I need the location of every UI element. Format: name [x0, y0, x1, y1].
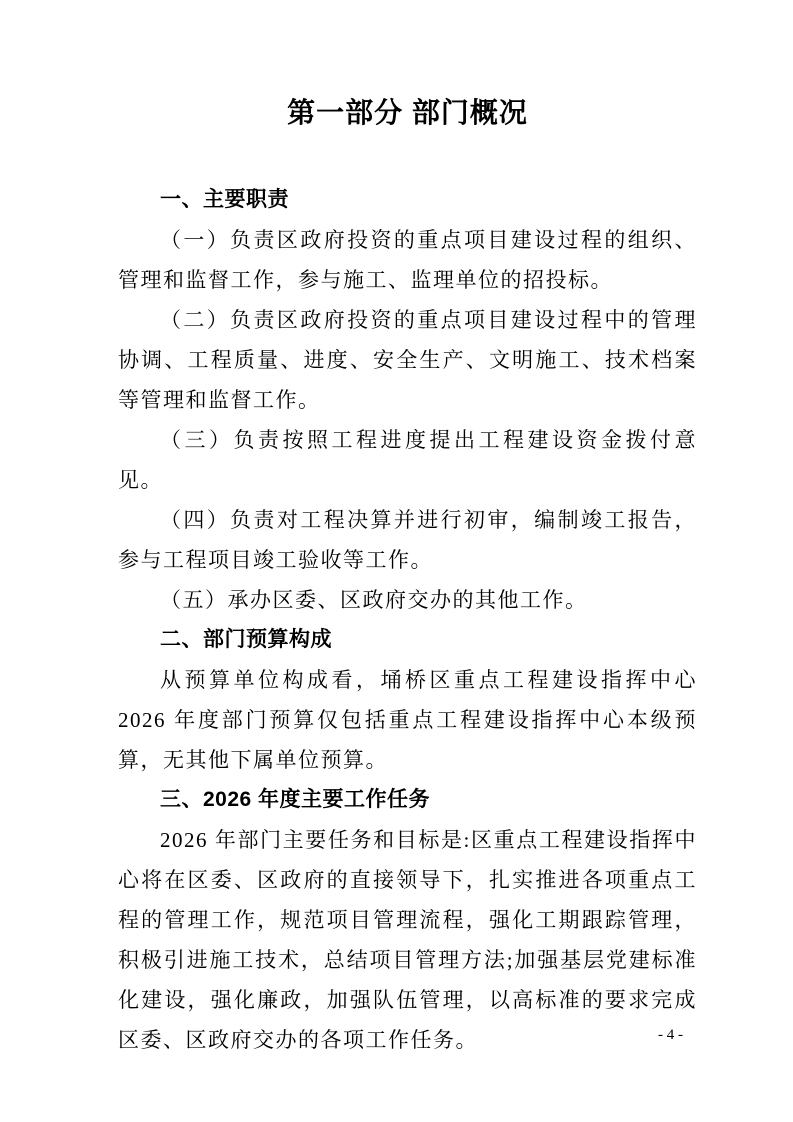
duty-paragraph-5: （五）承办区委、区政府交办的其他工作。 — [160, 588, 588, 612]
section-annual-tasks — [118, 780, 697, 1060]
section-heading-budget-composition: 二、部门预算构成 — [160, 628, 332, 651]
annual-tasks-paragraph: 2026 年部门主要任务和目标是:区重点工程建设指挥中心将在区委、区政府的直接领导下，扎实推进各项重点工程的管理工作，规范项目管理流程，强化工期跟踪管理，积极引进施工技术，总结项目管理方法;加强基层党建标准化建设，强化廉政，加强队伍管理，以高标准的要求完成区委、区政府交办的各项工作任务。 — [118, 828, 697, 1052]
budget-composition-paragraph: 从预算单位构成看，埇桥区重点工程建设指挥中心 2026 年度部门预算仅包括重点工程建设指挥中心本级预算，无其他下属单位预算。 — [118, 668, 697, 772]
duty-paragraph-2: （二）负责区政府投资的重点项目建设过程中的管理协调、工程质量、进度、安全生产、文明施工、技术档案等管理和监督工作。 — [118, 308, 697, 412]
page-content — [118, 0, 697, 1060]
page-number: - 4 - — [658, 1027, 683, 1043]
section-heading-annual-tasks: 三、2026 年度主要工作任务 — [160, 788, 431, 811]
duty-paragraph-4: （四）负责对工程决算并进行初审，编制竣工报告，参与工程项目竣工验收等工作。 — [118, 508, 697, 572]
section-main-duties — [118, 180, 697, 620]
duty-paragraph-3: （三）负责按照工程进度提出工程建设资金拨付意见。 — [118, 428, 697, 492]
section-budget-composition — [118, 620, 697, 780]
section-heading-main-duties: 一、主要职责 — [160, 188, 289, 211]
duty-paragraph-1: （一）负责区政府投资的重点项目建设过程的组织、管理和监督工作，参与施工、监理单位的招投标。 — [118, 228, 697, 292]
page-title: 第一部分 部门概况 — [287, 97, 528, 128]
